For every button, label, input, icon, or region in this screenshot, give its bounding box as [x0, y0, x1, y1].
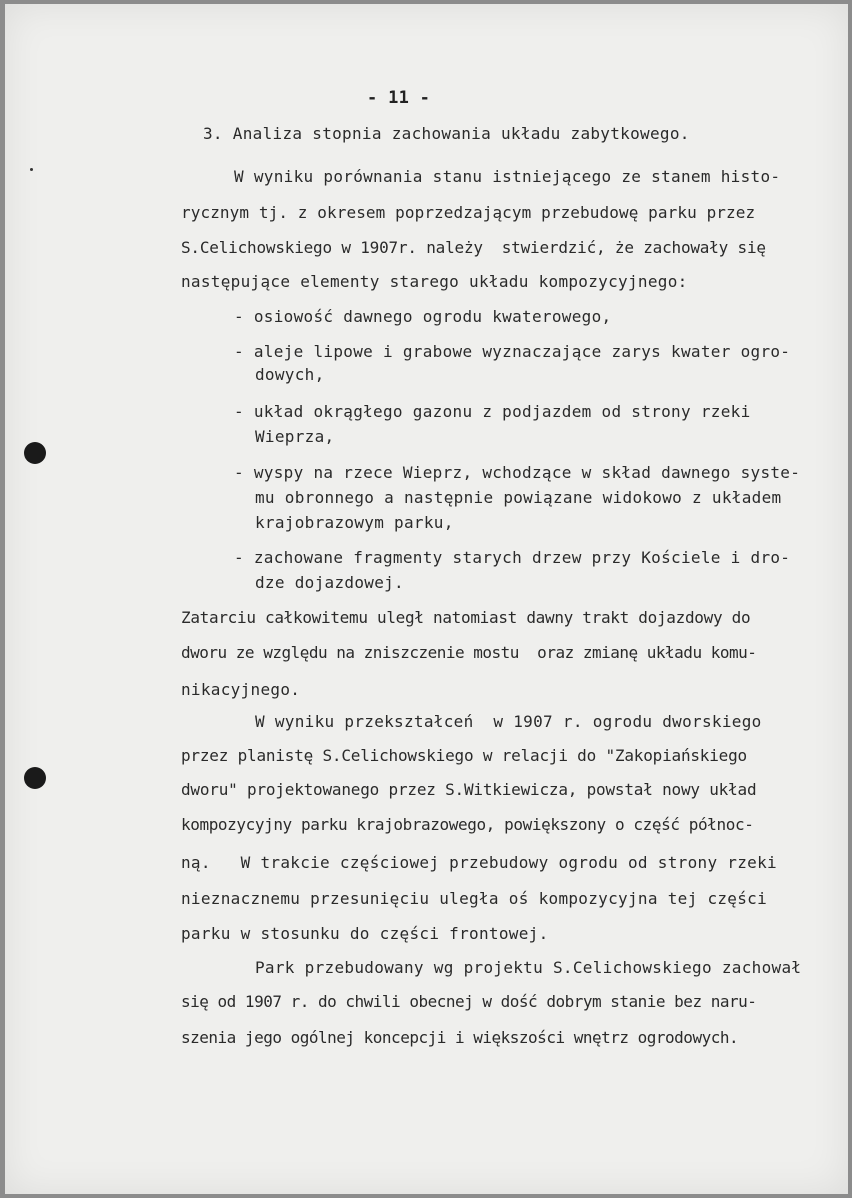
- list-item-continued: Wieprza,: [255, 427, 335, 446]
- list-item-continued: dowych,: [255, 365, 325, 384]
- list-item: - osiowość dawnego ogrodu kwaterowego,: [234, 307, 612, 326]
- margin-mark: [30, 168, 33, 171]
- punch-hole-bottom: [24, 767, 46, 789]
- text-line: nieznacznemu przesunięciu uległa oś kompozycyjna tej części: [181, 889, 768, 908]
- text-line: się od 1907 r. do chwili obecnej w dość dobrym stanie bez naru-: [181, 992, 757, 1011]
- text-line: dworu" projektowanego przez S.Witkiewicza, powstał nowy układ: [181, 780, 757, 799]
- list-item-continued: dze dojazdowej.: [255, 573, 404, 592]
- text-line: S.Celichowskiego w 1907r. należy stwierdzić, że zachowały się: [181, 238, 766, 257]
- section-heading: 3. Analiza stopnia zachowania układu zabytkowego.: [203, 124, 690, 143]
- text-line: W wyniku porównania stanu istniejącego ze stanem histo-: [234, 167, 781, 186]
- text-line: przez planistę S.Celichowskiego w relacji do "Zakopiańskiego: [181, 746, 747, 765]
- list-item-continued: krajobrazowym parku,: [255, 513, 454, 532]
- text-line: rycznym tj. z okresem poprzedzającym przebudowę parku przez: [181, 203, 756, 222]
- text-line: kompozycyjny parku krajobrazowego, powiększony o część północ-: [181, 815, 754, 834]
- list-item-continued: mu obronnego a następnie powiązane widokowo z układem: [255, 488, 782, 507]
- text-line: dworu ze względu na zniszczenie mostu oraz zmianę układu komu-: [181, 643, 757, 662]
- document-page: [5, 4, 848, 1194]
- text-line: szenia jego ogólnej koncepcji i większości wnętrz ogrodowych.: [181, 1028, 739, 1047]
- text-line: parku w stosunku do części frontowej.: [181, 924, 549, 943]
- text-line: Zatarciu całkowitemu uległ natomiast dawny trakt dojazdowy do: [181, 608, 751, 627]
- text-line: W wyniku przekształceń w 1907 r. ogrodu dworskiego: [255, 712, 762, 731]
- list-item: - układ okrągłego gazonu z podjazdem od strony rzeki: [234, 402, 751, 421]
- list-item: - zachowane fragmenty starych drzew przy Kościele i dro-: [234, 548, 791, 567]
- page-number: - 11 -: [367, 88, 431, 108]
- text-line: Park przebudowany wg projektu S.Celichowskiego zachował: [255, 958, 802, 977]
- list-item: - wyspy na rzece Wieprz, wchodzące w skład dawnego syste-: [234, 463, 801, 482]
- text-line: ną. W trakcie częściowej przebudowy ogrodu od strony rzeki: [181, 853, 777, 872]
- punch-hole-top: [24, 442, 46, 464]
- list-item: - aleje lipowe i grabowe wyznaczające zarys kwater ogro-: [234, 342, 791, 361]
- text-line: następujące elementy starego układu kompozycyjnego:: [181, 272, 688, 291]
- text-line: nikacyjnego.: [181, 680, 301, 699]
